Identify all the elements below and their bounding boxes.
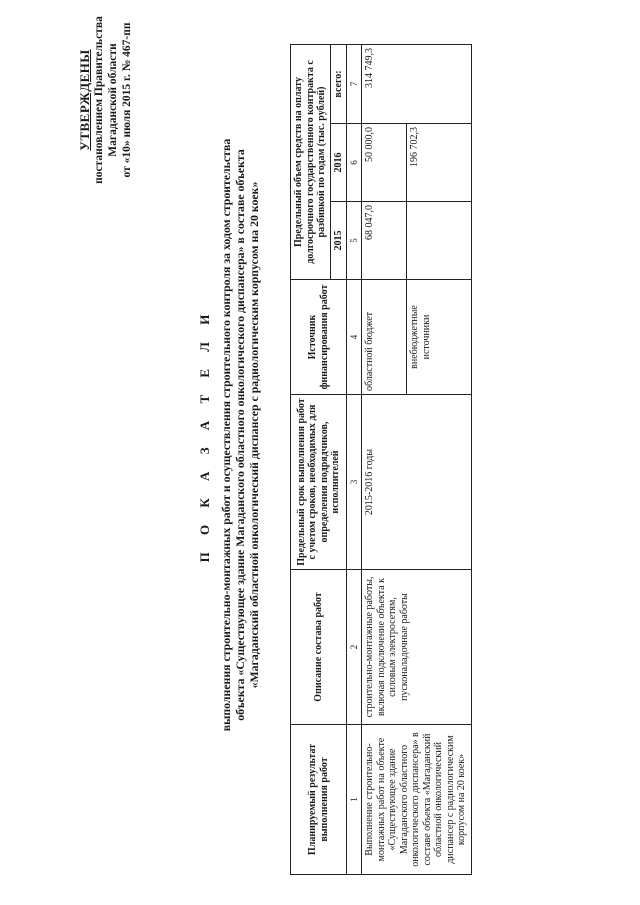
header-limit: Предельный объем средств на оплату долгосрочного государственного контракта с разбивкой по годам (тыс. рублей) — [291, 44, 331, 279]
table-row — [362, 44, 407, 874]
col-number: 7 — [347, 44, 362, 123]
approval-stamp — [78, 0, 134, 215]
header-deadline: Предельный срок выполнения работ с учетом сроков, необходимых для определения подрядчиков, исполнителей — [291, 395, 347, 570]
cell-total: 314 749,3 — [362, 44, 472, 123]
col-number: 6 — [347, 124, 362, 202]
header-total: всего: — [330, 44, 347, 123]
document-title: П О К А З А Т Е Л И — [197, 307, 212, 563]
cell-description: строительно-монтажные работы, включая подключение объекта к силовым электросетям, пусконаладочные работы — [362, 570, 472, 725]
document-heading — [197, 25, 261, 845]
cell-deadline: 2015-2016 годы — [362, 395, 472, 570]
header-result: Планируемый результат выполнения работ — [291, 725, 347, 875]
header-year-2015: 2015 — [330, 202, 347, 280]
col-number: 5 — [347, 202, 362, 280]
heading-line-1: выполнения строительно-монтажных работ и осуществления строительного контроля за ходом строительства — [219, 138, 233, 732]
cell-value-2016-extrabudget: 196 702,3 — [407, 124, 472, 202]
cell-empty — [407, 202, 472, 280]
header-source: Источник финансирования работ — [291, 280, 347, 395]
indicators-table — [290, 44, 472, 875]
col-number: 1 — [347, 725, 362, 875]
table-header-row — [291, 44, 331, 874]
cell-result: Выполнение строительно-монтажных работ на объекте «Существующее здание Магаданского областного онкологического диспансера» в составе объекта «Магаданский областной онкологический диспансер с радиологическим корпусом на 20 коек» — [362, 725, 472, 875]
approval-title: УТВЕРЖДЕНЫ — [77, 49, 92, 151]
cell-source-extrabudget: внебюджетные источники — [407, 280, 472, 395]
col-number: 3 — [347, 395, 362, 570]
cell-source-regional: областной бюджет — [362, 280, 407, 395]
approval-line-3: от «10» июля 2015 г. № 467-пп — [121, 22, 133, 178]
heading-line-2: объекта «Существующее здание Магаданского областного онкологического диспансера» в составе объекта — [233, 149, 247, 721]
col-number: 2 — [347, 570, 362, 725]
cell-value-2016: 50 000,0 — [362, 124, 407, 202]
approval-line-1: постановлением Правительства — [93, 16, 105, 184]
cell-value-2015: 68 047,0 — [362, 202, 407, 280]
col-number: 4 — [347, 280, 362, 395]
approval-line-2: Магаданской области — [107, 43, 119, 157]
heading-line-3: «Магаданский областной онкологический диспансер с радиологическим корпусом на 20 коек» — [247, 181, 261, 689]
header-description: Описание состава работ — [291, 570, 347, 725]
column-number-row — [347, 44, 362, 874]
header-year-2016: 2016 — [330, 124, 347, 202]
